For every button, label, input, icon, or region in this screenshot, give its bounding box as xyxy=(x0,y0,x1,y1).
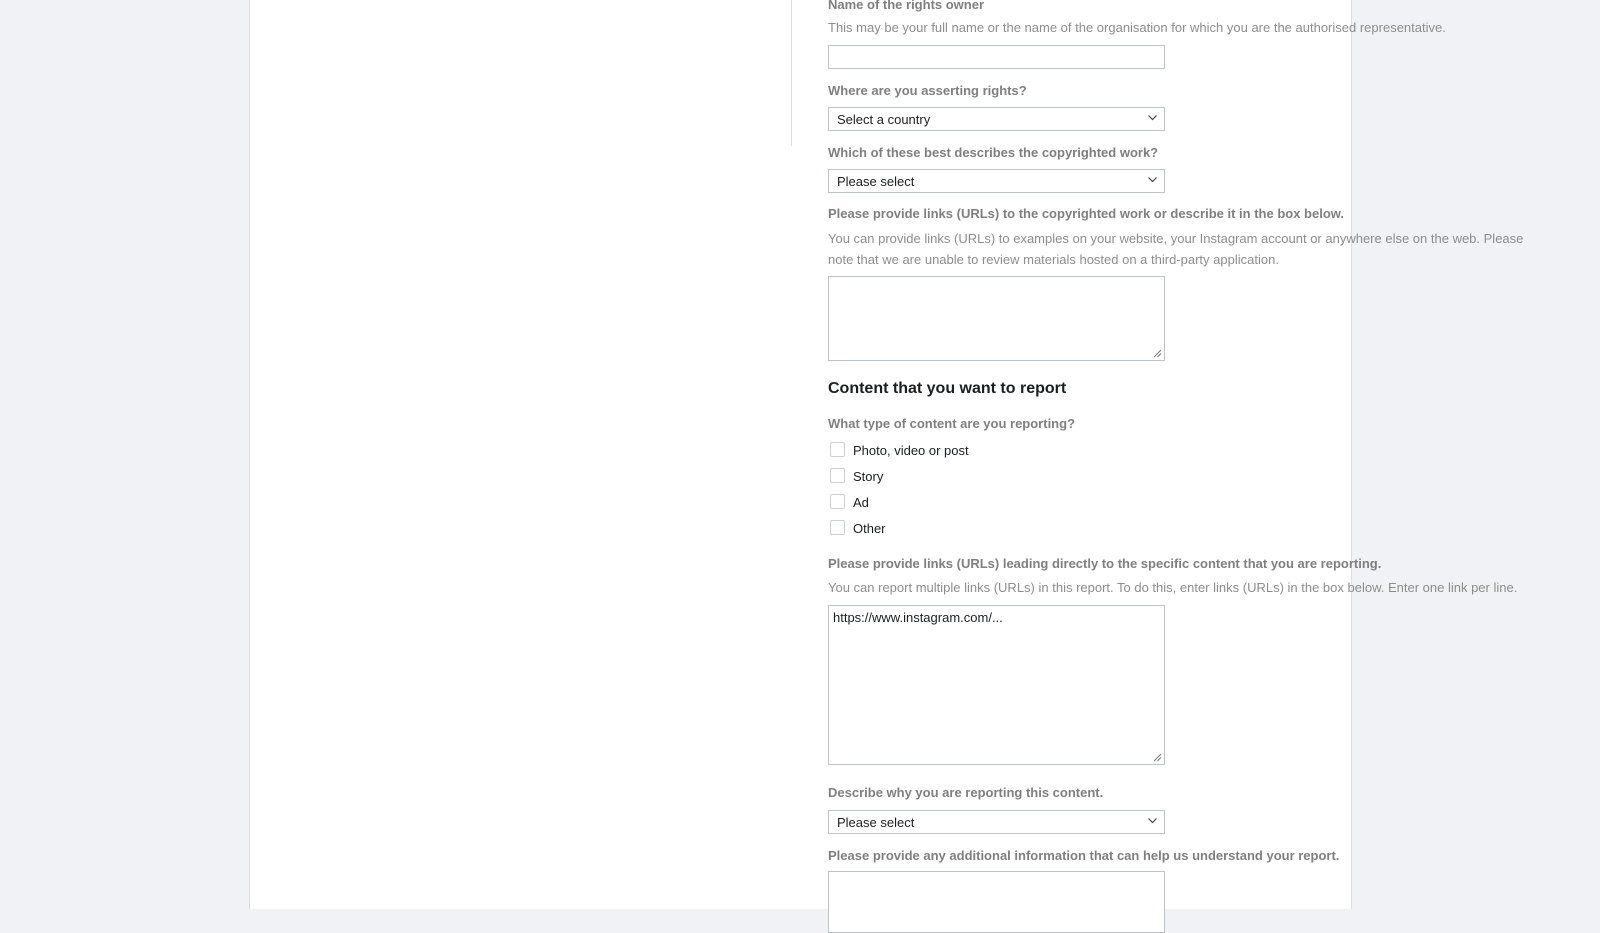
work-links-help: You can provide links (URLs) to examples on your website, your Instagram account or anywhere else on the web. Please note that we are unable to review materials hosted on a third-party application. xyxy=(828,231,1524,267)
reason-label: Describe why you are reporting this content. xyxy=(828,785,1104,800)
country-select-value: Select a country xyxy=(837,112,931,127)
work-links-textarea[interactable] xyxy=(828,276,1165,361)
checkbox-label: Photo, video or post xyxy=(853,443,969,458)
content-links-help: You can report multiple links (URLs) in this report. To do this, enter links (URLs) in the box below. Enter one link per line. xyxy=(828,580,1518,595)
report-form-page xyxy=(249,0,1524,909)
resize-grip-icon[interactable] xyxy=(1153,753,1162,762)
work-type-label: Which of these best describes the copyrighted work? xyxy=(828,145,1159,160)
resize-grip-icon[interactable] xyxy=(1153,349,1162,358)
work-type-select[interactable] xyxy=(828,169,1165,193)
work-type-select-value: Please select xyxy=(837,174,915,189)
rights-owner-help: This may be your full name or the name of the organisation for which you are the authorised representative. xyxy=(828,20,1446,35)
checkbox-box[interactable] xyxy=(830,520,845,535)
rights-owner-input[interactable] xyxy=(828,45,1165,69)
checkbox-box[interactable] xyxy=(830,494,845,509)
content-links-label: Please provide links (URLs) leading directly to the specific content that you are reporting. xyxy=(828,556,1382,571)
work-links-label: Please provide links (URLs) to the copyrighted work or describe it in the box below. xyxy=(828,206,1345,221)
checkbox-label: Ad xyxy=(853,495,869,510)
chevron-down-icon xyxy=(1147,174,1158,185)
checkbox-label: Story xyxy=(853,469,884,484)
content-section-title: Content that you want to report xyxy=(828,380,1067,397)
reason-select-value: Please select xyxy=(837,815,915,830)
country-label: Where are you asserting rights? xyxy=(828,83,1027,98)
country-select[interactable] xyxy=(828,107,1165,131)
chevron-down-icon xyxy=(1147,815,1158,826)
checkbox-box[interactable] xyxy=(830,468,845,483)
sidebar-divider xyxy=(791,0,792,146)
content-links-textarea[interactable] xyxy=(828,605,1165,765)
rights-owner-label: Name of the rights owner xyxy=(828,0,985,12)
reason-select[interactable] xyxy=(828,810,1165,834)
content-type-label: What type of content are you reporting? xyxy=(828,416,1076,431)
checkbox-box[interactable] xyxy=(830,442,845,457)
checkbox-label: Other xyxy=(853,521,886,536)
additional-info-textarea[interactable] xyxy=(828,871,1165,933)
additional-info-label: Please provide any additional information that can help us understand your report. xyxy=(828,848,1340,863)
chevron-down-icon xyxy=(1147,112,1158,123)
content-links-textarea-value: https://www.instagram.com/... xyxy=(833,610,1003,625)
